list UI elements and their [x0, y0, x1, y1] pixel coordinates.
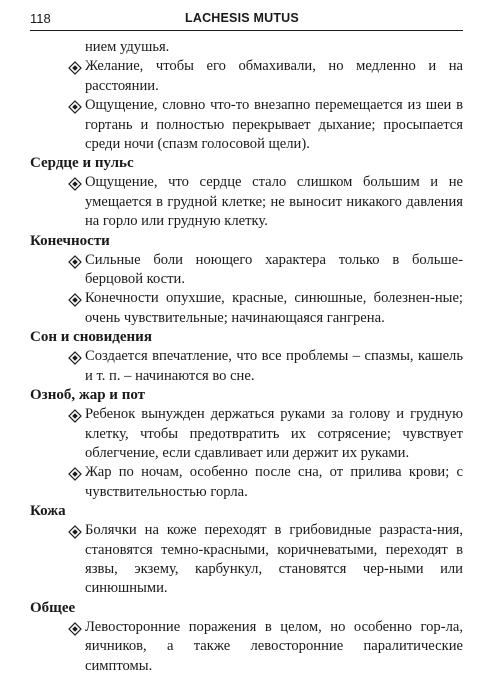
- diamond-bullet-icon: [68, 467, 82, 481]
- section-heading: Кожа: [30, 503, 66, 520]
- item-text: Конечности опухшие, красные, синюшные, болезнен-ные; очень чувствительные; начинающаяся гангрена.: [85, 290, 463, 326]
- item-text: Создается впечатление, что все проблемы – спазмы, кашель и т. п. – начинаются во сне.: [85, 348, 463, 384]
- diamond-bullet-icon: [68, 525, 82, 539]
- symptom-item: [30, 618, 463, 676]
- page-header: [30, 8, 463, 28]
- running-title: LACHESIS MUTUS: [185, 11, 299, 25]
- item-continuation: [30, 38, 463, 57]
- symptom-item: [30, 173, 463, 231]
- symptom-item: [30, 405, 463, 463]
- symptom-item: [30, 521, 463, 599]
- section-heading: Озноб, жар и пот: [30, 387, 146, 404]
- diamond-bullet-icon: [68, 177, 82, 191]
- item-text: Сильные боли ноющего характера только в больше-берцовой кости.: [85, 251, 463, 288]
- section-heading: Общее: [30, 599, 76, 616]
- item-text: Желание, чтобы его обмахивали, но медленно и на расстоянии.: [85, 58, 463, 94]
- diamond-bullet-icon: [68, 409, 82, 423]
- item-text: Левосторонние поражения в целом, но особенно гор-ла, яичников, а также левосторонние паралитические симптомы.: [85, 618, 463, 674]
- item-text: Жар по ночам, особенно после сна, от прилива крови; с чувствительностью горла.: [85, 464, 463, 500]
- item-text: нием удушья.: [85, 39, 170, 55]
- diamond-bullet-icon: [68, 100, 82, 114]
- page-number: 118: [30, 11, 51, 26]
- item-text: Ощущение, словно что-то внезапно перемещается из шеи в гортань и полностью перекрывает дыхание; просыпается среди ночи (спазм голосовой щели).: [85, 97, 463, 153]
- section-heading: Конечности: [30, 232, 110, 249]
- diamond-bullet-icon: [68, 61, 82, 75]
- page-body: [30, 38, 463, 676]
- diamond-bullet-icon: [68, 293, 82, 307]
- symptom-item: [30, 251, 463, 290]
- diamond-bullet-icon: [68, 622, 82, 636]
- symptom-item: [30, 96, 463, 154]
- symptom-item: [30, 347, 463, 386]
- section-heading: Сон и сновидения: [30, 329, 152, 346]
- symptom-item: [30, 57, 463, 96]
- diamond-bullet-icon: [68, 255, 82, 269]
- symptom-item: [30, 463, 463, 502]
- item-text: Ребенок вынужден держаться руками за голову и грудную клетку, чтобы предотвратить их сотрясение; чувствует облегчение, если сдавливает или держит их руками.: [85, 406, 463, 461]
- item-text: Ощущение, что сердце стало слишком большим и не умещается в грудной клетке; не выносит никакого давления на горло или грудную клетку.: [85, 174, 463, 230]
- item-text: Болячки на коже переходят в грибовидные разраста-ния, становятся темно-красными, коричневатыми, переходят в язвы, экзему, карбункул, становятся чер-ными или синюшными.: [85, 522, 463, 597]
- section-heading: Сердце и пульс: [30, 155, 134, 172]
- diamond-bullet-icon: [68, 351, 82, 365]
- header-rule: [30, 30, 463, 31]
- symptom-item: [30, 289, 463, 328]
